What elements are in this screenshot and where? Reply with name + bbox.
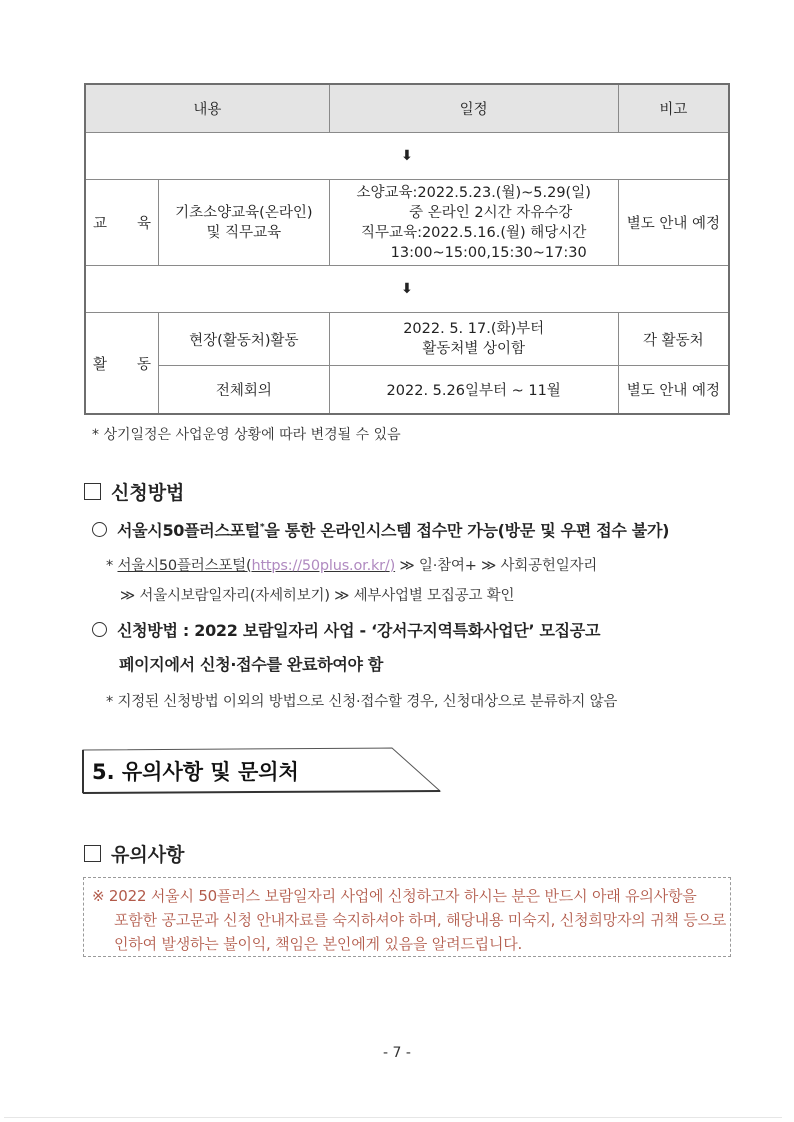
header-schedule: 일정 (329, 84, 618, 133)
apply-sub-1-path: ≫ 서울시보람일자리(자세히보기) ≫ 세부사업별 모집공고 확인 (120, 588, 515, 604)
page-number: - 7 - (383, 1045, 411, 1061)
apply-bullet-1: 서울시50플러스포털*을 통한 온라인시스템 접수만 가능(방문 및 우편 접수 불가) (92, 518, 669, 541)
apply-section-heading: 신청방법 (84, 478, 184, 505)
education-content: 기초소양교육(온라인) 및 직무교육 (159, 180, 330, 266)
checkbox-square-icon (84, 845, 101, 862)
meeting-content: 전체회의 (159, 366, 330, 415)
arrow-row (85, 133, 729, 180)
notice-line-2: 포함한 공고문과 신청 안내자료를 숙지하셔야 하며, 해당내용 미숙지, 신청희망자의 귀책 등으로 (114, 911, 727, 929)
table-header-row (85, 84, 729, 133)
notice-line-3: 인하여 발생하는 불이익, 책임은 본인에게 있음을 알려드립니다. (114, 935, 523, 953)
meeting-schedule: 2022. 5.26일부터 ~ 11월 (329, 366, 618, 415)
down-arrow-icon: ⬇ (401, 281, 413, 297)
apply-bullet-2: 신청방법 : 2022 보람일자리 사업 - ‘강서구지역특화사업단’ 모집공고 (92, 618, 600, 641)
circle-bullet-icon (92, 622, 107, 637)
caution-notice-box (83, 877, 731, 957)
education-remark: 별도 안내 예정 (618, 180, 729, 266)
schedule-table (84, 83, 730, 415)
circle-bullet-icon (92, 522, 107, 537)
meeting-remark: 별도 안내 예정 (618, 366, 729, 415)
table-row-activity-meeting (85, 366, 729, 415)
schedule-footnote: * 상기일정은 사업운영 상황에 따라 변경될 수 있음 (92, 427, 401, 443)
section-5-title: 5. 유의사항 및 문의처 (92, 760, 299, 784)
down-arrow-icon: ⬇ (401, 148, 413, 164)
apply-sub-1: * 서울시50플러스포털(https://50plus.or.kr/) ≫ 일·참여+ ≫ 사회공헌일자리 (106, 558, 598, 574)
activity-remark: 각 활동처 (618, 313, 729, 366)
apply-bullet-2-cont: 페이지에서 신청·접수를 완료하여야 함 (119, 655, 384, 674)
page-bottom-rule (4, 1117, 782, 1118)
caution-section-heading: 유의사항 (84, 840, 184, 867)
arrow-row (85, 266, 729, 313)
apply-sub-2: * 지정된 신청방법 이외의 방법으로 신청·접수할 경우, 신청대상으로 분류하지 않음 (106, 694, 618, 710)
portal-link[interactable]: https://50plus.or.kr/ (251, 558, 390, 574)
checkbox-square-icon (84, 483, 101, 500)
header-content: 내용 (85, 84, 329, 133)
activity-schedule: 2022. 5. 17.(화)부터 활동처별 상이함 (329, 313, 618, 366)
header-remark: 비고 (618, 84, 729, 133)
category-education: 교 육 (85, 180, 159, 266)
table-row-education (85, 180, 729, 266)
education-schedule: 소양교육:2022.5.23.(월)~5.29(일) 중 온라인 2시간 자유수강 직무교육:2022.5.16.(월) 해당시간 13:00~15:00,15:30~17:30 (329, 180, 618, 266)
category-activity: 활 동 (85, 313, 159, 415)
notice-line-1: ※ 2022 서울시 50플러스 보람일자리 사업에 신청하고자 하시는 분은 반드시 아래 유의사항을 (92, 887, 697, 905)
table-row-activity-field (85, 313, 729, 366)
section-5-banner (82, 747, 438, 793)
activity-content: 현장(활동처)활동 (159, 313, 330, 366)
